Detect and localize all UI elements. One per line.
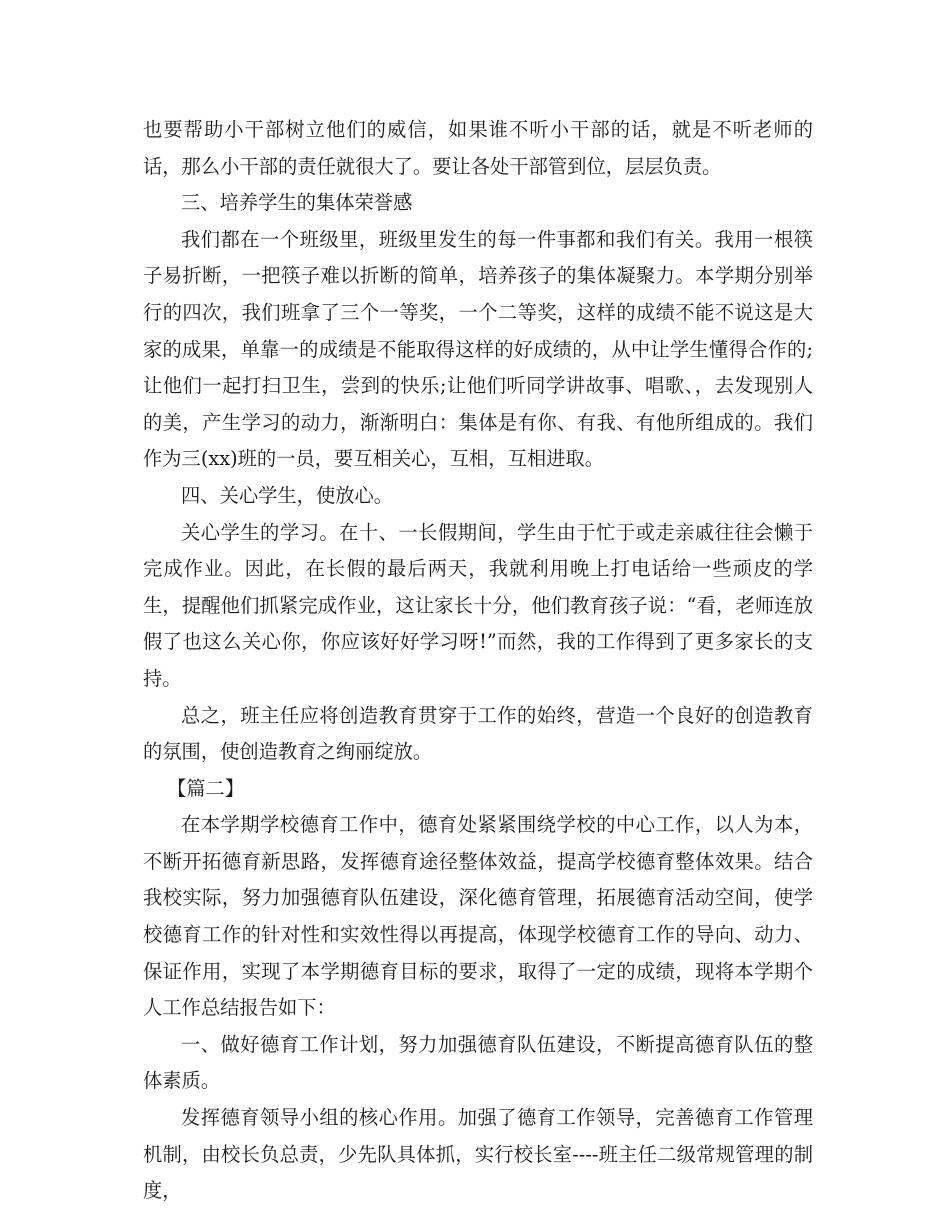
section-heading-1: 一、做好德育工作计划，努力加强德育队伍建设，不断提高德育队伍的整体素质。: [143, 1032, 813, 1093]
paragraph-moral-education-intro: 在本学期学校德育工作中，德育处紧紧围绕学校的中心工作，以人为本，不断开拓德育新思路，发挥德育途径整体效益，提高学校德育整体效果。结合我校实际，努力加强德育队伍建设，深化德育管理，拓展德育活动空间，使学校德育工作的针对性和实效性得以再提高，体现学校德育工作的导向、动力、保证作用，实现了本学期德育目标的要求，取得了一定的成绩，现将本学期个人工作总结报告如下：: [143, 813, 813, 1020]
paragraph-conclusion: 总之，班主任应将创造教育贯穿于工作的始终，营造一个良好的创造教育的氛围，使创造教育之绚丽绽放。: [143, 703, 813, 764]
paragraph-collective-honor: 我们都在一个班级里，班级里发生的每一件事都和我们有关。我用一根筷子易折断，一把筷子难以折断的简单，培养孩子的集体凝聚力。本学期分别举行的四次，我们班拿了三个一等奖，一个二等奖，这样的成绩不能不说这是大家的成果，单靠一的成绩是不能取得这样的好成绩的，从中让学生懂得合作的;让他们一起打扫卫生，尝到的快乐;让他们听同学讲故事、唱歌、，去发现别人的美，产生学习的动力，渐渐明白：集体是有你、有我、有他所组成的。我们作为三(xx)班的一员，要互相关心，互相，互相进取。: [143, 227, 813, 471]
document-body: [143, 112, 813, 1210]
paragraph-care-students: 关心学生的学习。在十、一长假期间，学生由于忙于或走亲戚往往会懒于完成作业。因此，在长假的最后两天，我就利用晚上打电话给一些顽皮的学生，提醒他们抓紧完成作业，这让家长十分，他们教育孩子说：“看，老师连放假了也这么关心你，你应该好好学习呀!”而然，我的工作得到了更多家长的支持。: [143, 520, 813, 690]
part-two-heading: 【篇二】: [167, 776, 245, 800]
paragraph-continuation: 也要帮助小干部树立他们的威信，如果谁不听小干部的话，就是不听老师的话，那么小干部的责任就很大了。要让各处干部管到位，层层负责。: [143, 118, 813, 178]
paragraph-leadership-group: 发挥德育领导小组的核心作用。加强了德育工作领导，完善德育工作管理机制，由校长负总责，少先队具体抓，实行校长室----班主任二级常规管理的制度，: [143, 1106, 813, 1203]
section-heading-4: 四、关心学生，使放心。: [181, 483, 394, 507]
section-heading-3: 三、培养学生的集体荣誉感: [181, 191, 413, 215]
